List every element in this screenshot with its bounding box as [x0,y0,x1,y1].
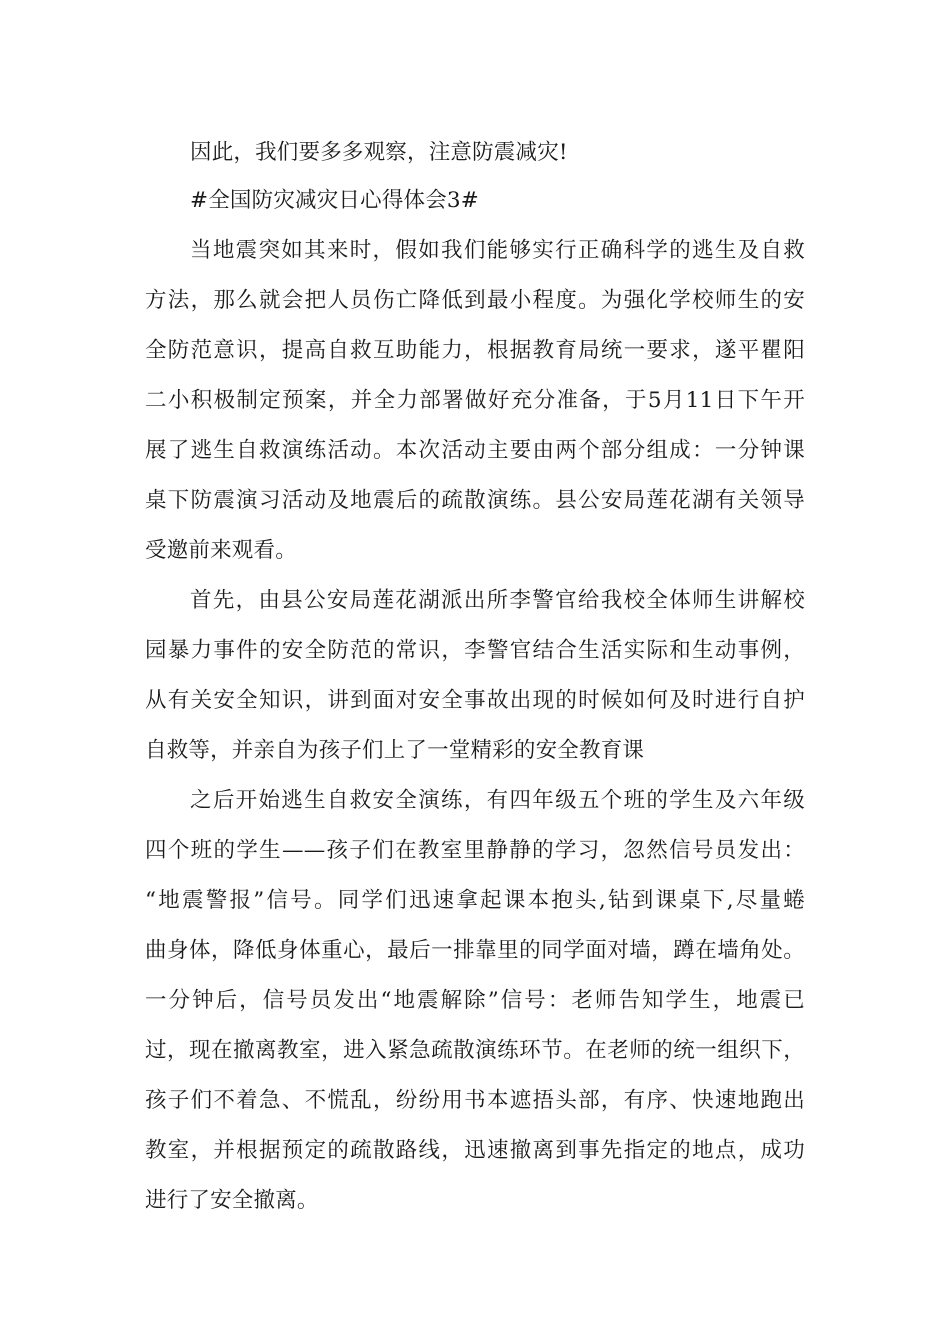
text-line: 教室，并根据预定的疏散路线，迅速撤离到事先指定的地点，成功 [145,1138,805,1163]
text-line: 一分钟后，信号员发出“地震解除”信号：老师告知学生，地震已 [145,988,805,1013]
text-line: 首先，由县公安局莲花湖派出所李警官给我校全体师生讲解校 [190,588,805,613]
section-heading: #全国防灾减灾日心得体会3# [190,188,480,213]
text-line: 展了逃生自救演练活动。本次活动主要由两个部分组成：一分钟课 [145,438,805,463]
text-line: 因此，我们要多多观察，注意防震减灾! [190,140,568,165]
text-line: 从有关安全知识，讲到面对安全事故出现的时候如何及时进行自护 [145,688,805,713]
text-line: 孩子们不着急、不慌乱，纷纷用书本遮捂头部，有序、快速地跑出 [145,1088,805,1113]
text-line: 全防范意识，提高自救互助能力，根据教育局统一要求，遂平瞿阳 [145,338,805,363]
text-line: 桌下防震演习活动及地震后的疏散演练。县公安局莲花湖有关领导 [145,488,805,513]
text-line: 四个班的学生——孩子们在教室里静静的学习，忽然信号员发出： [145,838,805,863]
text-line: 进行了安全撤离。 [145,1188,319,1213]
text-line: 园暴力事件的安全防范的常识，李警官结合生活实际和生动事例， [145,638,805,663]
text-line: 自救等，并亲自为孩子们上了一堂精彩的安全教育课 [145,738,645,763]
text-line: “地震警报”信号。同学们迅速拿起课本抱头,钻到课桌下,尽量蜷 [145,888,805,913]
text-line: 过，现在撤离教室，进入紧急疏散演练环节。在老师的统一组织下， [145,1038,805,1063]
text-line: 受邀前来观看。 [145,538,297,563]
text-line: 曲身体，降低身体重心，最后一排靠里的同学面对墙，蹲在墙角处。 [145,938,805,963]
text-line: 之后开始逃生自救安全演练，有四年级五个班的学生及六年级 [190,788,805,813]
text-line: 方法，那么就会把人员伤亡降低到最小程度。为强化学校师生的安 [145,288,805,313]
text-line: 二小积极制定预案，并全力部署做好充分准备，于5月11日下午开 [145,388,805,413]
text-line: 当地震突如其来时，假如我们能够实行正确科学的逃生及自救 [190,238,805,263]
